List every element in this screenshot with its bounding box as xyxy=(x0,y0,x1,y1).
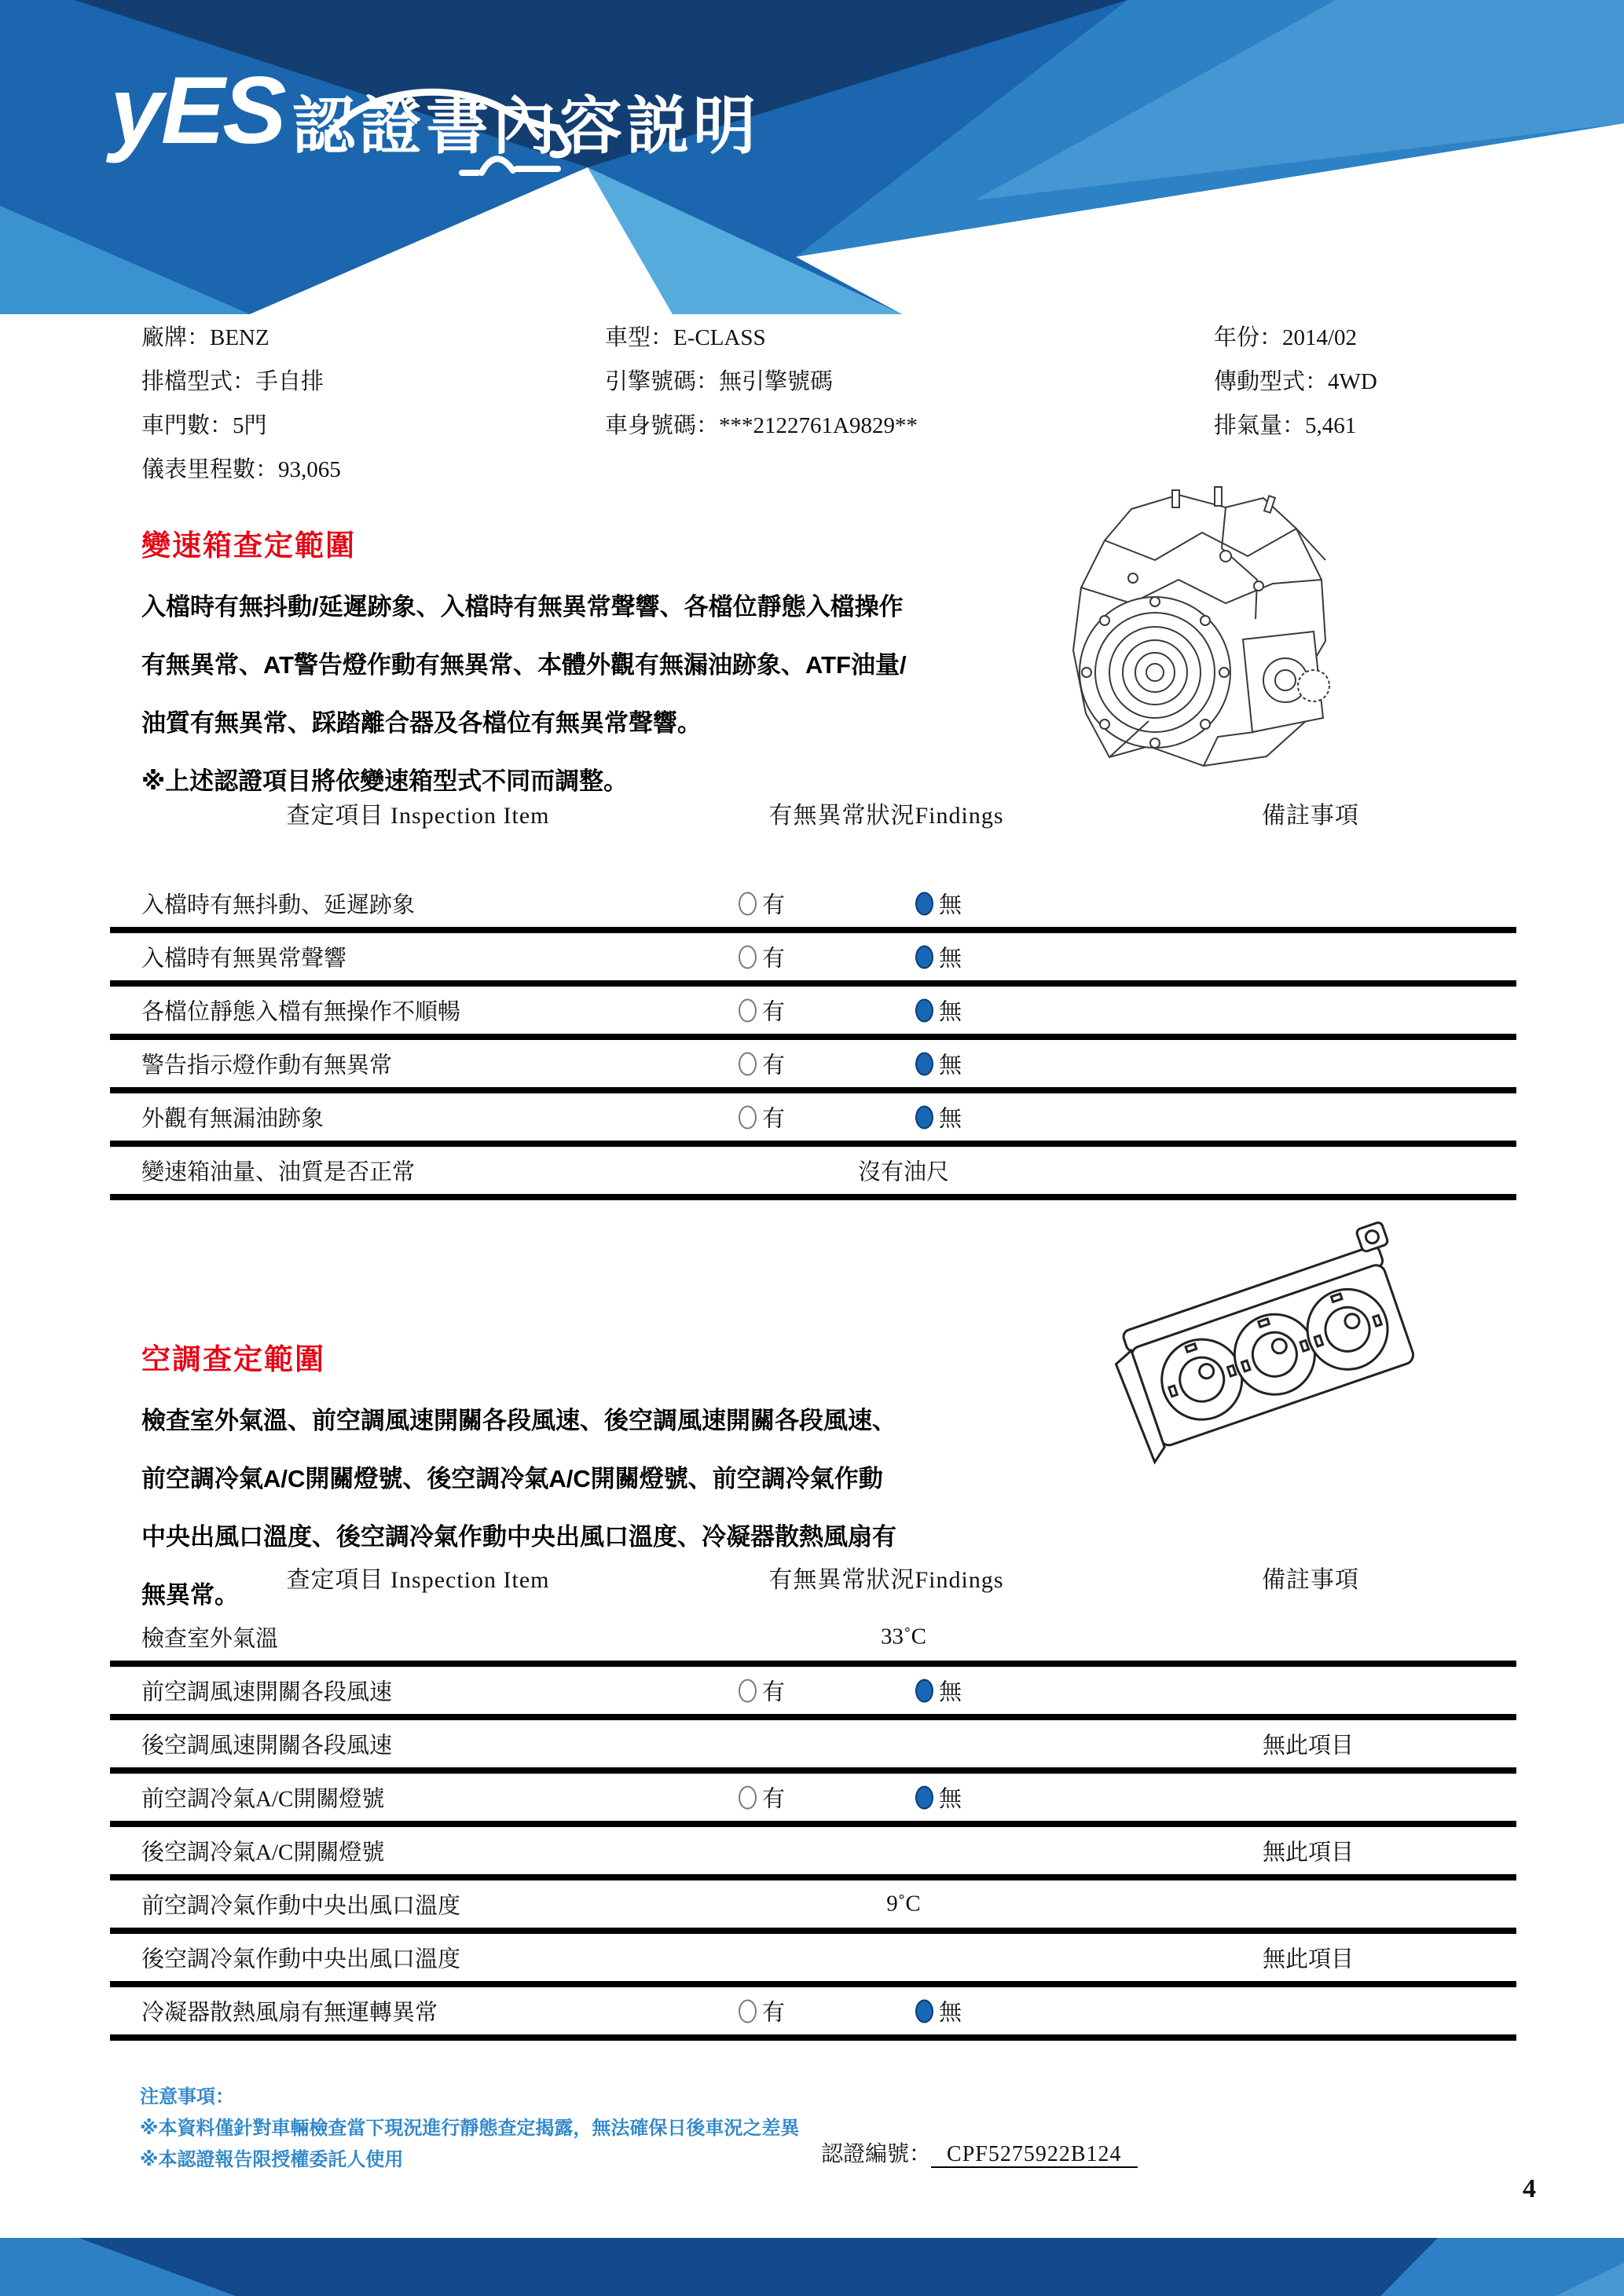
table-column-header: 備註事項 xyxy=(1262,803,1359,829)
inspection-item-label: 前空調風速開關各段風速 xyxy=(141,1679,393,1705)
radio-unselected-icon[interactable] xyxy=(739,892,757,915)
vehicle-info-line: 年份：2014/02 xyxy=(1214,325,1358,350)
radio-selected-icon[interactable] xyxy=(915,1052,933,1075)
table-row xyxy=(110,933,1516,987)
finding-radio-option[interactable] xyxy=(739,888,785,920)
finding-radio-option[interactable] xyxy=(739,941,785,973)
table-row xyxy=(110,1720,1516,1774)
radio-selected-icon[interactable] xyxy=(915,1999,933,2023)
radio-option-label: 無 xyxy=(939,999,962,1025)
finding-radio-option[interactable] xyxy=(739,994,785,1027)
table-body xyxy=(110,880,1516,1200)
table-column-header: 查定項目 Inspection Item xyxy=(286,803,550,829)
inspection-item-label: 入檔時有無異常聲響 xyxy=(141,946,347,972)
notice-lines xyxy=(140,2113,799,2176)
notice-line: ※本資料僅針對車輛檢查當下現況進行靜態查定揭露，無法確保日後車況之差異 xyxy=(140,2118,800,2139)
description-line: 檢查室外氣溫、前空調風速開關各段風速、後空調風速開關各段風速、 xyxy=(141,1407,896,1434)
header-banner xyxy=(0,0,1624,314)
finding-radio-option[interactable] xyxy=(739,1995,785,2027)
radio-option-label: 無 xyxy=(939,1106,962,1132)
radio-option-label: 有 xyxy=(762,946,786,972)
finding-radio-option[interactable] xyxy=(915,941,962,973)
vehicle-info-line: 排檔型式：手自排 xyxy=(141,369,324,394)
inspection-item-label: 檢查室外氣溫 xyxy=(141,1626,279,1652)
table-row xyxy=(110,1667,1516,1720)
table-row xyxy=(110,987,1516,1040)
page-title: 認證書內容説明 xyxy=(292,91,760,161)
inspection-item-label: 警告指示燈作動有無異常 xyxy=(141,1053,393,1078)
radio-selected-icon[interactable] xyxy=(915,892,933,915)
radio-option-label: 無 xyxy=(939,2000,962,2026)
ac-inspection-table xyxy=(110,1538,1516,2041)
table-row xyxy=(110,1987,1516,2041)
vehicle-info-line: 廠牌：BENZ xyxy=(141,325,269,350)
radio-selected-icon[interactable] xyxy=(915,1679,933,1702)
finding-radio-option[interactable] xyxy=(915,1101,962,1133)
radio-option-label: 有 xyxy=(762,1679,786,1705)
description-line: 無異常。 xyxy=(141,1581,239,1609)
table-column-header: 有無異常狀況Findings xyxy=(768,803,1004,829)
table-header-row xyxy=(110,1560,1516,1599)
transmission-illustration xyxy=(1061,485,1336,782)
radio-option-label: 無 xyxy=(939,1786,962,1812)
radio-selected-icon[interactable] xyxy=(915,998,933,1022)
inspection-item-label: 後空調風速開關各段風速 xyxy=(141,1733,393,1759)
notice-title: 注意事項： xyxy=(140,2086,234,2107)
vehicle-info-line: 車型：E-CLASS xyxy=(605,325,766,350)
radio-option-label: 有 xyxy=(762,1053,786,1078)
radio-unselected-icon[interactable] xyxy=(739,1679,757,1702)
table-row xyxy=(110,1880,1516,1934)
table-row xyxy=(110,1613,1516,1667)
radio-unselected-icon[interactable] xyxy=(739,1785,757,1809)
finding-radio-option[interactable] xyxy=(915,1995,962,2027)
radio-selected-icon[interactable] xyxy=(915,1785,933,1809)
description-line: 前空調冷氣A/C開關燈號、後空調冷氣A/C開關燈號、前空調冷氣作動 xyxy=(141,1465,883,1492)
vehicle-info-line: 傳動型式：4WD xyxy=(1214,369,1377,394)
vehicle-info-column-2 xyxy=(605,316,918,448)
finding-value: 33˚C xyxy=(881,1624,926,1650)
page-number: 4 xyxy=(1523,2174,1536,2203)
vehicle-info-line: 排氣量：5,461 xyxy=(1214,413,1357,438)
inspection-item-label: 變速箱油量、油質是否正常 xyxy=(141,1159,416,1185)
vehicle-info-column-1 xyxy=(141,316,341,492)
finding-radio-option[interactable] xyxy=(915,1782,962,1814)
description-line: ※上述認證項目將依變速箱型式不同而調整。 xyxy=(141,767,629,795)
vehicle-info-line: 車門數：5門 xyxy=(141,413,267,438)
table-column-header: 查定項目 Inspection Item xyxy=(286,1567,550,1593)
radio-selected-icon[interactable] xyxy=(915,1105,933,1129)
certificate-number-label: 認證編號： xyxy=(821,2142,932,2166)
vehicle-info-line: 儀表里程數：93,065 xyxy=(141,457,341,482)
remark-value: 無此項目 xyxy=(1262,1946,1354,1972)
table-column-header: 有無異常狀況Findings xyxy=(768,1567,1004,1593)
inspection-item-label: 後空調冷氣A/C開關燈號 xyxy=(141,1840,385,1866)
inspection-item-label: 各檔位靜態入檔有無操作不順暢 xyxy=(141,999,461,1025)
radio-option-label: 無 xyxy=(939,892,962,918)
finding-value: 沒有油尺 xyxy=(857,1159,949,1185)
radio-unselected-icon[interactable] xyxy=(739,1105,757,1129)
radio-selected-icon[interactable] xyxy=(915,945,933,969)
finding-radio-option[interactable] xyxy=(739,1675,785,1707)
radio-option-label: 無 xyxy=(939,1679,962,1705)
description-line: 入檔時有無抖動/延遲跡象、入檔時有無異常聲響、各檔位靜態入檔操作 xyxy=(141,593,904,621)
vehicle-info-line: 引擎號碼：無引擎號碼 xyxy=(605,369,834,394)
finding-radio-option[interactable] xyxy=(915,1048,962,1080)
table-row xyxy=(110,1774,1516,1827)
certificate-number-value: CPF5275922B124 xyxy=(931,2142,1138,2168)
radio-option-label: 有 xyxy=(762,1786,786,1812)
finding-radio-option[interactable] xyxy=(915,994,962,1027)
finding-radio-option[interactable] xyxy=(739,1782,785,1814)
finding-value: 9˚C xyxy=(886,1891,921,1917)
table-body xyxy=(110,1613,1516,2041)
transmission-inspection-table xyxy=(110,774,1516,1200)
table-row xyxy=(110,1147,1516,1200)
table-row xyxy=(110,880,1516,933)
section-title-air-conditioning: 空調查定範圍 xyxy=(141,1343,325,1375)
finding-radio-option[interactable] xyxy=(915,888,962,920)
table-row xyxy=(110,1934,1516,1987)
radio-option-label: 有 xyxy=(762,2000,786,2026)
finding-radio-option[interactable] xyxy=(915,1675,962,1707)
radio-option-label: 有 xyxy=(762,892,786,918)
table-column-header: 備註事項 xyxy=(1262,1567,1359,1593)
finding-radio-option[interactable] xyxy=(739,1101,785,1133)
finding-radio-option[interactable] xyxy=(739,1048,785,1080)
table-row xyxy=(110,1827,1516,1880)
radio-unselected-icon[interactable] xyxy=(739,1052,757,1075)
vehicle-info-column-3 xyxy=(1214,316,1377,448)
table-header-row xyxy=(110,796,1516,835)
table-row xyxy=(110,1093,1516,1147)
description-line: 油質有無異常、踩踏離合器及各檔位有無異常聲響。 xyxy=(141,709,702,737)
radio-option-label: 無 xyxy=(939,1053,962,1078)
inspection-item-label: 前空調冷氣作動中央出風口溫度 xyxy=(141,1893,461,1919)
radio-option-label: 有 xyxy=(762,1106,786,1132)
radio-unselected-icon[interactable] xyxy=(739,1999,757,2023)
footer-geometric-band xyxy=(0,2238,1624,2296)
inspection-item-label: 後空調冷氣作動中央出風口溫度 xyxy=(141,1946,461,1972)
radio-option-label: 有 xyxy=(762,999,786,1025)
radio-unselected-icon[interactable] xyxy=(739,945,757,969)
inspection-item-label: 冷凝器散熱風扇有無運轉異常 xyxy=(141,2000,438,2026)
description-line: 中央出風口溫度、後空調冷氣作動中央出風口溫度、冷凝器散熱風扇有 xyxy=(141,1523,896,1551)
inspection-item-label: 外觀有無漏油跡象 xyxy=(141,1106,324,1132)
yes-logo-text: yES xyxy=(110,57,284,163)
remark-value: 無此項目 xyxy=(1262,1840,1354,1866)
radio-option-label: 無 xyxy=(939,946,962,972)
remark-value: 無此項目 xyxy=(1262,1733,1354,1759)
radio-unselected-icon[interactable] xyxy=(739,998,757,1022)
notice-line: ※本認證報告限授權委託人使用 xyxy=(140,2149,404,2170)
vehicle-info-line: 車身號碼：***2122761A9829** xyxy=(605,413,918,438)
notice-block xyxy=(140,2082,799,2176)
ac-control-illustration xyxy=(1112,1210,1426,1481)
certificate-number-line xyxy=(821,2137,1138,2168)
inspection-item-label: 前空調冷氣A/C開關燈號 xyxy=(141,1786,385,1812)
table-row xyxy=(110,1040,1516,1093)
inspection-item-label: 入檔時有無抖動、延遲跡象 xyxy=(141,892,416,918)
description-line: 有無異常、AT警告燈作動有無異常、本體外觀有無漏油跡象、ATF油量/ xyxy=(141,651,907,679)
section-title-transmission: 變速箱查定範圍 xyxy=(141,529,356,562)
